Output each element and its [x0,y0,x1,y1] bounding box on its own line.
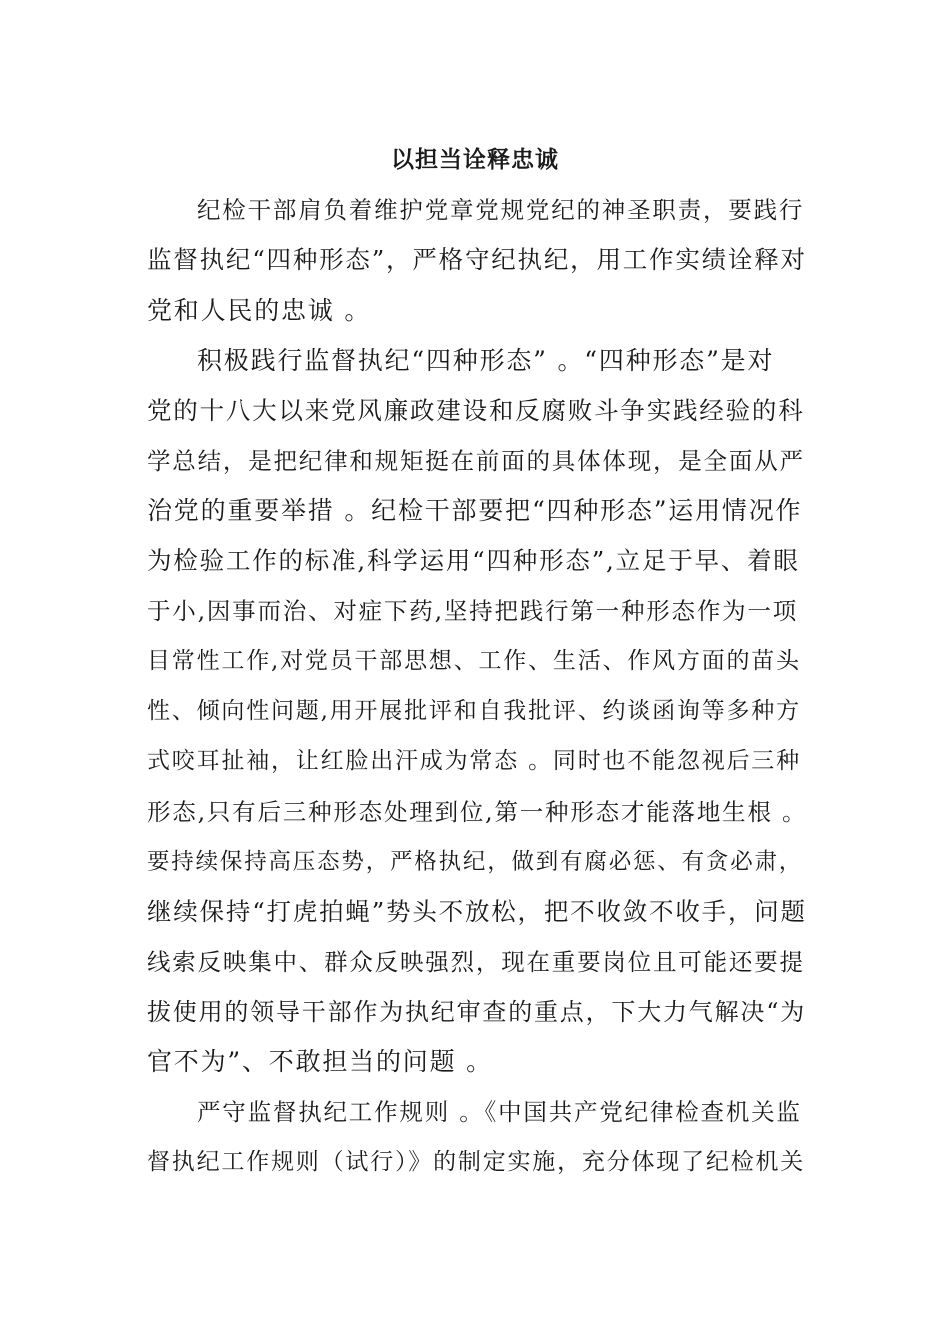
paragraph-line: 拔使用的领导干部作为执纪审查的重点，下大力气解决“为 [147,998,807,1026]
paragraph-line: 要持续保持高压态势，严格执纪，做到有腐必惩、有贪必肃， [147,849,804,875]
paragraph-line: 学总结，是把纪律和规矩挺在前面的具体体现，是全面从严 [147,447,805,475]
paragraph-line: 式咬耳扯袖，让红脸出汗成为常态 。同时也不能忽视后三种 [147,748,801,774]
paragraph-line: 于小,因事而治、对症下药,坚持把践行第一种形态作为一项 [147,597,799,625]
paragraph-line: 监督执纪“四种形态”，严格守纪执纪，用工作实绩诠释对 [147,245,807,274]
paragraph-line: 官不为”、不敢担当的问题 。 [147,1047,493,1076]
paragraph-line: 督执纪工作规则（试行）》的制定实施，充分体现了纪检机关 [147,1149,806,1175]
paragraph-line: 线索反映集中、群众反映强烈，现在重要岗位且可能还要提 [147,948,805,976]
paragraph-line: 党的十八大以来党风廉政建设和反腐败斗争实践经验的科 [147,396,805,425]
paragraph-line: 为检验工作的标准,科学运用“四种形态”,立足于早、着眼 [147,546,800,575]
paragraph-line: 治党的重要举措 。纪检干部要把“四种形态”运用情况作 [147,496,803,525]
paragraph-line: 形态,只有后三种形态处理到位,第一种形态才能落地生根 。 [147,798,808,826]
paragraph-line: 党和人民的忠诚 。 [147,296,372,325]
paragraph-line: 积极践行监督执纪“四种形态” 。“四种形态”是对 [197,346,775,375]
paragraph-line: 严守监督执纪工作规则 。《中国共产党纪律检查机关监 [197,1098,802,1126]
paragraph-line: 纪检干部肩负着维护党章党规党纪的神圣职责，要践行 [197,196,805,224]
paragraph-line: 目常性工作,对党员干部思想、工作、生活、作风方面的苗头 [147,648,801,674]
paragraph-line: 继续保持“打虎拍蝇”势头不放松，把不收敛不收手，问题 [147,897,807,926]
paragraph-line: 性、倾向性问题,用开展批评和自我批评、约谈函询等多种方 [147,698,801,724]
document-title: 以担当诠释忠诚 [391,147,559,173]
